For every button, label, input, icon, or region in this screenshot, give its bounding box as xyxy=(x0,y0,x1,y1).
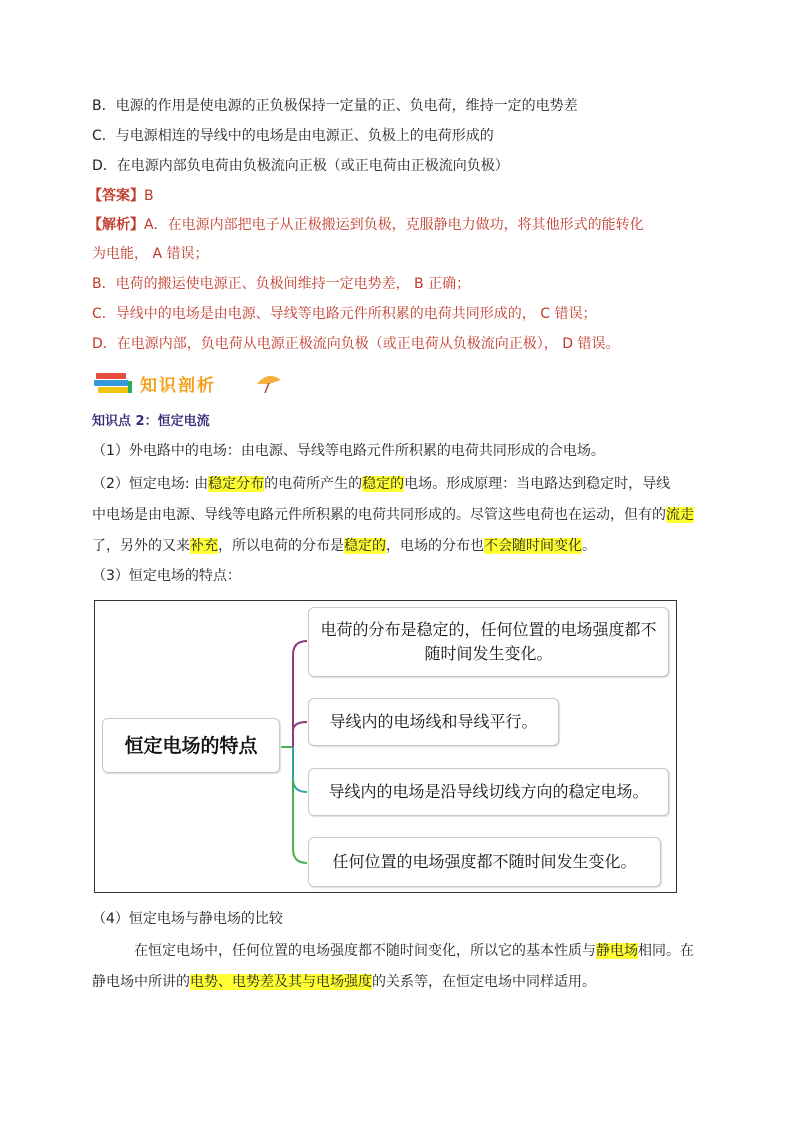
text-span: 的电荷所产生的 xyxy=(264,476,363,492)
point-2-line1 xyxy=(92,474,670,494)
point-3: （3）恒定电场的特点： xyxy=(92,568,241,584)
point-4: （4）恒定电场与静电场的比较 xyxy=(92,911,283,927)
answer-value: B xyxy=(144,188,154,204)
analysis-line-b: B．电荷的搬运使电源正、负极间维持一定电势差， B 正确； xyxy=(92,276,471,292)
option-c: C．与电源相连的导线中的电场是由电源正、负极上的电荷形成的 xyxy=(92,128,494,144)
text-span: 相同。在 xyxy=(638,943,694,959)
text-span: ，所以电荷的分布是 xyxy=(218,538,344,554)
analysis-a-text: A．在电源内部把电子从正极搬运到负极，克服静电力做功，将其他形式的能转化 xyxy=(144,217,644,233)
option-d: D．在电源内部负电荷由负极流向正极（或正电荷由正极流向负极） xyxy=(92,158,509,174)
root-node: 恒定电场的特点 xyxy=(102,718,280,773)
text-span: 。 xyxy=(582,538,596,554)
text-span: 在恒定电场中，任何位置的电场强度都不随时间变化，所以它的基本性质与 xyxy=(134,943,596,959)
umbrella-icon xyxy=(254,370,284,394)
point-1: （1）外电路中的电场：由电源、导线等电路元件所积累的电荷共同形成的合电场。 xyxy=(92,443,605,459)
highlight: 稳定的 xyxy=(344,538,386,554)
analysis-label: 【解析】 xyxy=(88,217,144,233)
text-span: 的关系等，在恒定电场中同样适用。 xyxy=(372,974,596,990)
comparison-line1 xyxy=(134,941,694,961)
point-2-line3 xyxy=(92,536,596,556)
analysis-line-d: D．在电源内部，负电荷从电源正极流向负极（或正电荷从负极流向正极）， D 错误。 xyxy=(92,336,620,352)
text-span: ，电场的分布也 xyxy=(386,538,484,554)
analysis-line-a2: 为电能， A 错误； xyxy=(92,246,209,262)
point-2-line2 xyxy=(92,505,694,525)
section-banner xyxy=(92,370,292,396)
highlight: 流走 xyxy=(666,507,694,523)
feature-node-1: 电荷的分布是稳定的，任何位置的电场强度都不随时间发生变化。 xyxy=(308,607,669,677)
analysis-line-a1 xyxy=(88,215,644,235)
text-span: 中电场是由电源、导线等电路元件所积累的电荷共同形成的。尽管这些电荷也在运动，但有的 xyxy=(92,507,666,523)
highlight: 电势、电势差及其与电场强度 xyxy=(190,974,372,990)
text-span: 电场。形成原理：当电路达到稳定时，导线 xyxy=(404,476,671,492)
answer-line xyxy=(88,186,154,206)
feature-node-3: 导线内的电场是沿导线切线方向的稳定电场。 xyxy=(308,768,669,816)
option-b: B．电源的作用是使电源的正负极保持一定量的正、负电荷，维持一定的电势差 xyxy=(92,98,578,114)
highlight: 不会随时间变化 xyxy=(484,538,582,554)
mind-map xyxy=(94,600,677,893)
text-span: 了，另外的又来 xyxy=(92,538,190,554)
banner-title: 知识剖析 xyxy=(140,376,216,396)
text-span: 静电场中所讲的 xyxy=(92,974,190,990)
analysis-line-c: C．导线中的电场是由电源、导线等电路元件所积累的电荷共同形成的， C 错误； xyxy=(92,306,597,322)
highlight: 稳定分布 xyxy=(208,476,265,492)
highlight: 补充 xyxy=(190,538,218,554)
comparison-line2 xyxy=(92,972,596,992)
feature-node-2: 导线内的电场线和导线平行。 xyxy=(308,698,559,746)
feature-node-4: 任何位置的电场强度都不随时间发生变化。 xyxy=(308,837,661,887)
highlight: 稳定的 xyxy=(362,476,405,492)
books-icon xyxy=(92,370,140,396)
text-span: （2）恒定电场: 由 xyxy=(92,476,209,492)
highlight: 静电场 xyxy=(596,943,638,959)
answer-label: 【答案】 xyxy=(88,188,144,204)
knowledge-point-title: 知识点 2：恒定电流 xyxy=(92,414,210,429)
